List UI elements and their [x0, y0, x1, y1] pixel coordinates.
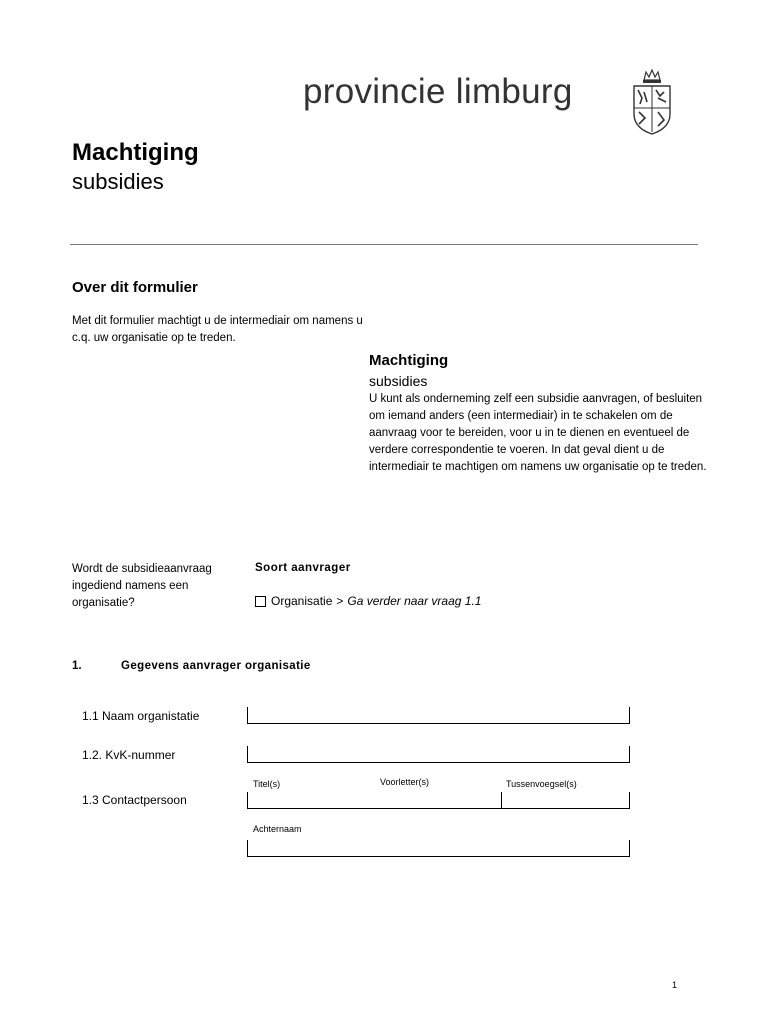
coat-of-arms-icon	[630, 68, 674, 136]
machtiging-title: Machtiging	[369, 352, 449, 369]
kvk-nummer-label: 1.2. KvK-nummer	[82, 748, 176, 762]
page-number: 1	[672, 980, 678, 990]
kvk-nummer-field[interactable]	[247, 746, 630, 763]
voorletter-field[interactable]	[374, 792, 502, 809]
about-text: Met dit formulier machtigt u de intermediair om namens u c.q. uw organisatie op te treden.	[72, 315, 363, 344]
titel-label: Titel(s)	[253, 779, 281, 789]
soort-aanvrager-label: Soort aanvrager	[255, 562, 351, 574]
about-heading: Over dit formulier	[72, 279, 198, 296]
option-separator: >	[336, 594, 344, 608]
contactpersoon-label: 1.3 Contactpersoon	[82, 793, 187, 807]
organisatie-checkbox[interactable]	[255, 596, 266, 607]
tussenvoegsel-field[interactable]	[501, 792, 630, 809]
achternaam-label: Achternaam	[253, 824, 302, 834]
organisatie-option[interactable]	[255, 594, 481, 608]
document-subtitle: subsidies	[72, 169, 164, 194]
naam-organisatie-label: 1.1 Naam organistatie	[82, 709, 200, 723]
voorletter-label: Voorletter(s)	[380, 777, 430, 787]
tussenvoegsel-label: Tussenvoegsel(s)	[506, 779, 577, 789]
organisatie-option-label: Organisatie	[271, 594, 333, 608]
naam-organisatie-field[interactable]	[247, 707, 630, 724]
brand-logotype: provincie limburg	[303, 72, 573, 111]
question-text: Wordt de subsidieaanvraag ingediend namens een organisatie?	[72, 563, 212, 609]
section-title: Gegevens aanvrager organisatie	[121, 660, 311, 672]
machtiging-text: U kunt als onderneming zelf een subsidie aanvragen, of besluiten om iemand anders (een intermediair) in te schakelen om de aanvraag voor te bereiden, voor u in te dienen en eventueel de verdere correspondentie te voeren. In dat geval dient u de intermediair te machtigen om namens uw organisatie op te treden.	[369, 393, 707, 473]
section-number: 1.	[72, 660, 82, 672]
achternaam-field[interactable]	[247, 840, 630, 857]
machtiging-subtitle: subsidies	[369, 373, 428, 389]
titel-field[interactable]	[247, 792, 375, 809]
option-hint: Ga verder naar vraag 1.1	[347, 594, 482, 608]
document-title: Machtiging	[72, 139, 199, 166]
header-divider	[70, 244, 698, 245]
